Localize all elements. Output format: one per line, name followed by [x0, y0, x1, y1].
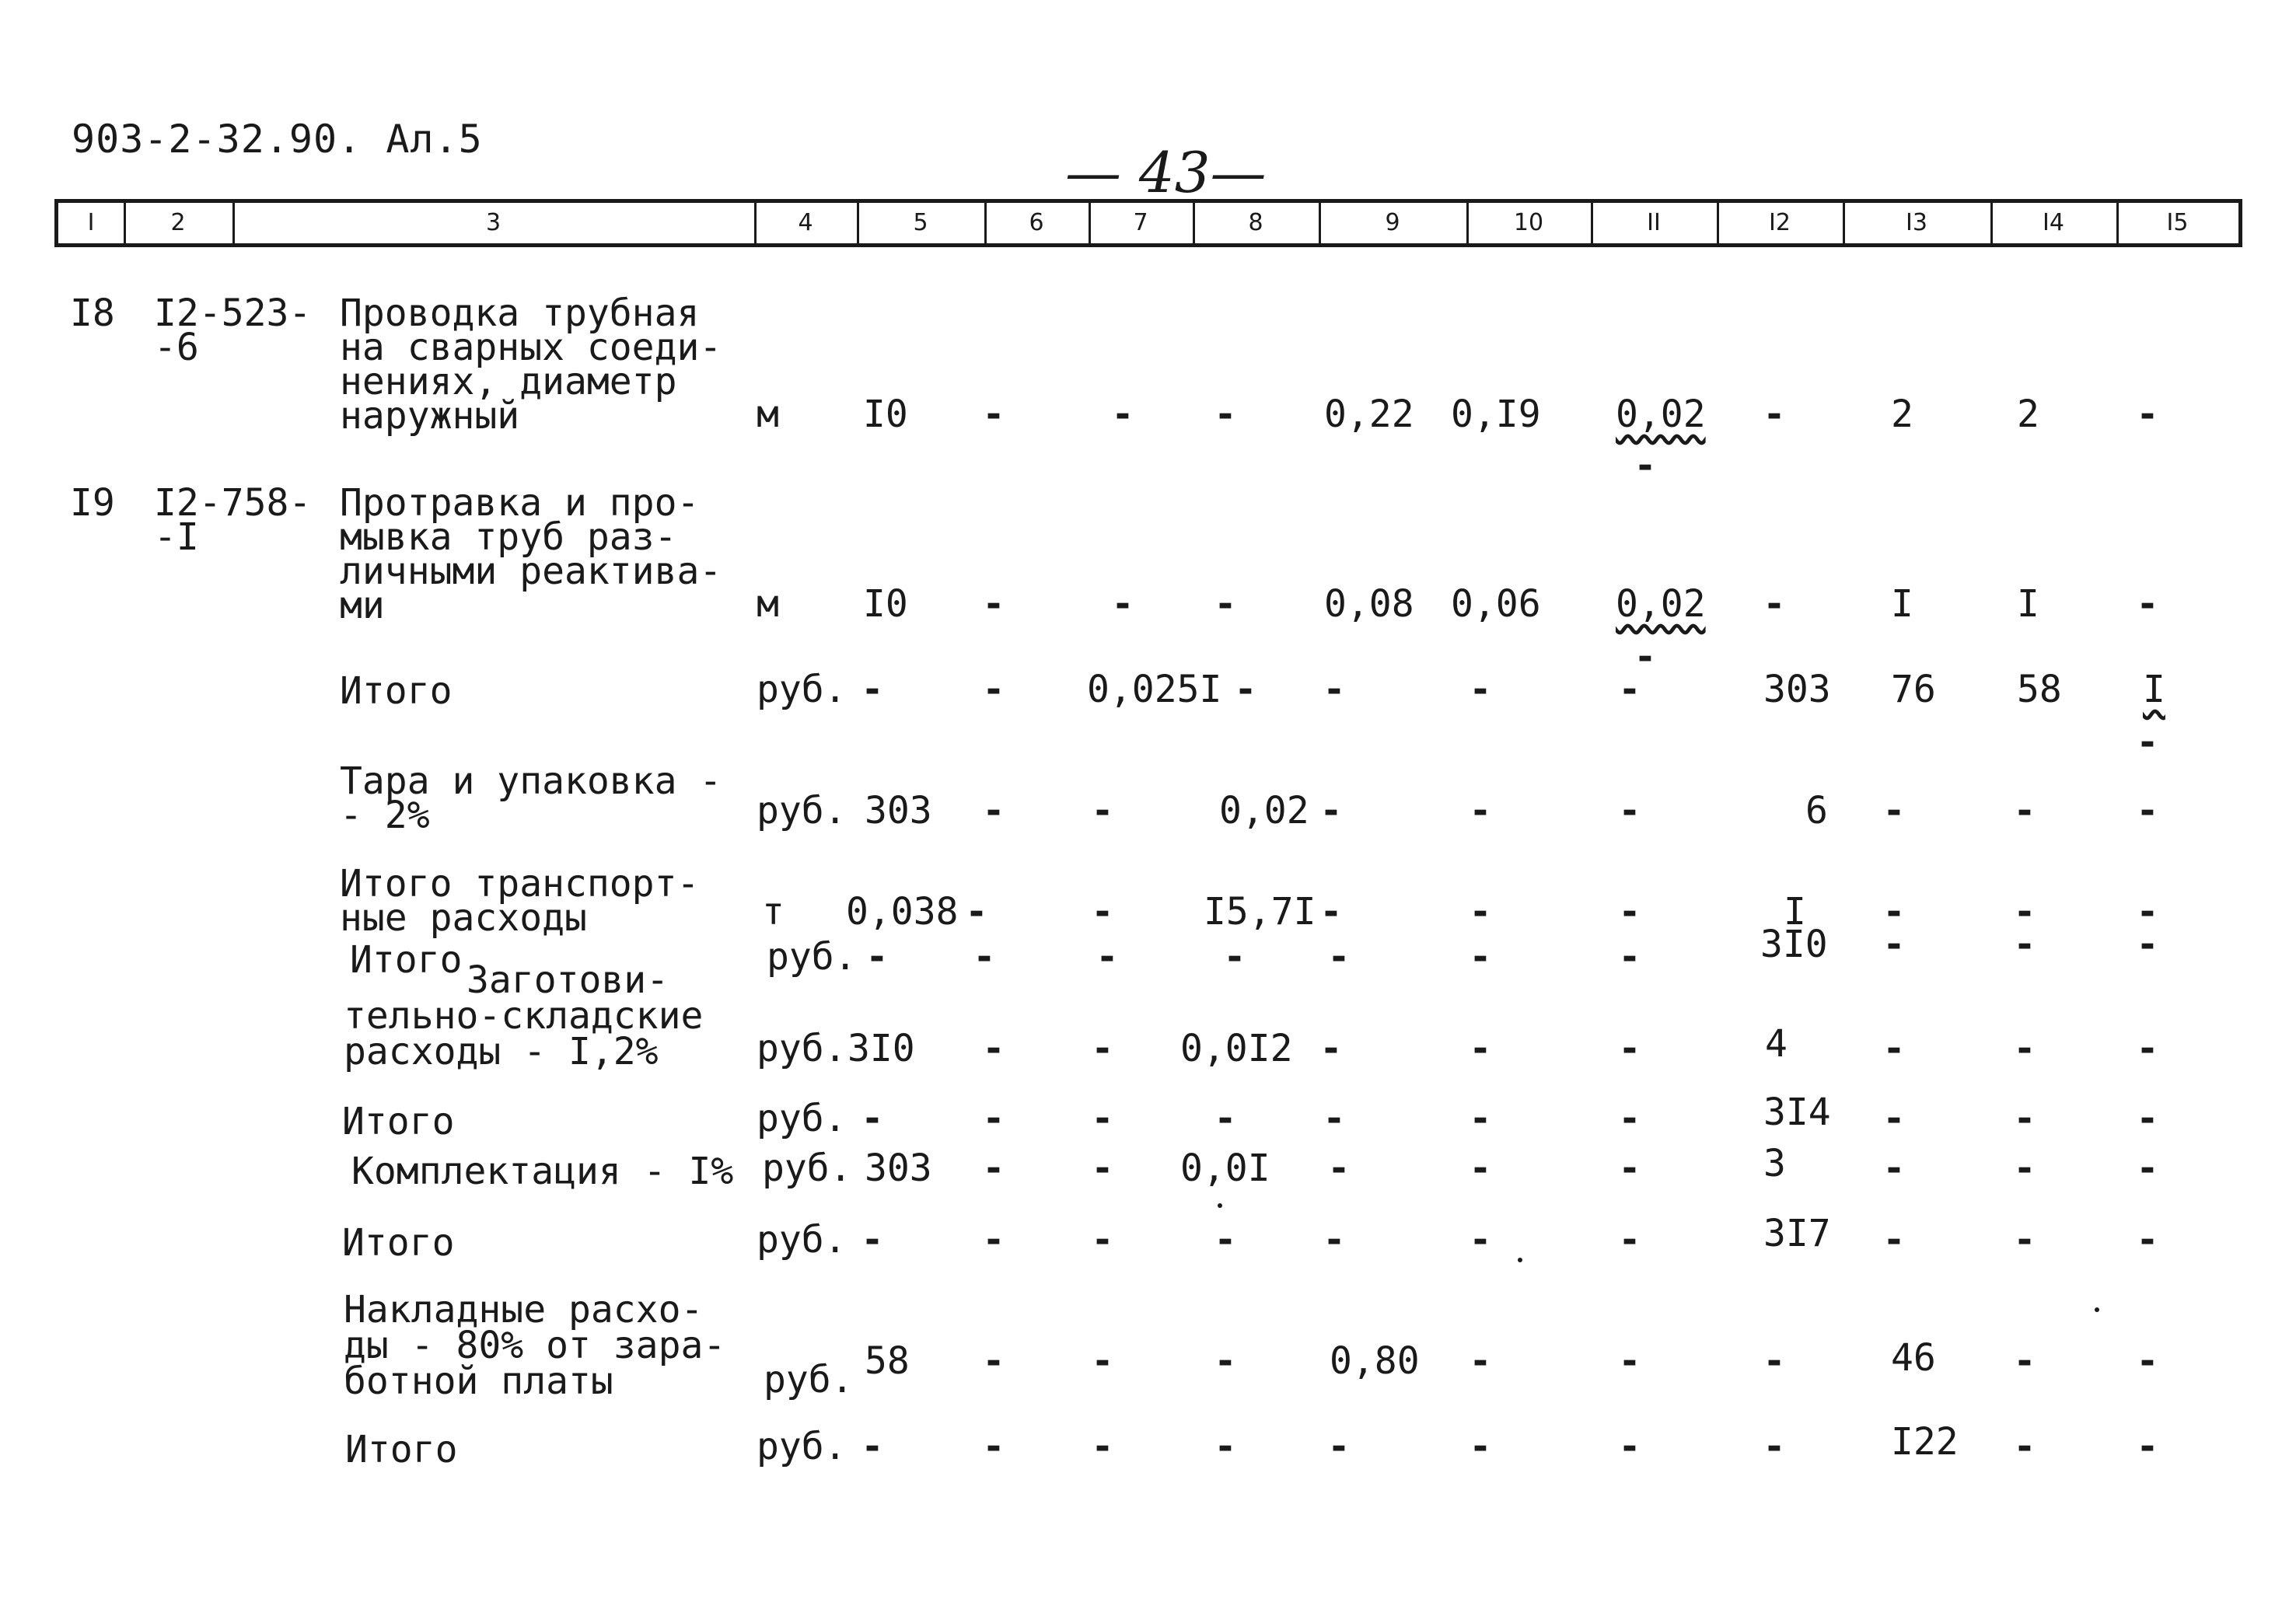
row-description-line: ные расходы: [340, 896, 587, 940]
col15-cell: -: [2140, 1339, 2155, 1383]
row-code: I2-758-: [154, 481, 312, 525]
col13-cell: -: [1886, 1097, 1902, 1140]
row-description-line: ботной платы: [344, 1359, 613, 1403]
col12-cell: 3I4: [1763, 1091, 1831, 1134]
col5-cell: -: [869, 935, 885, 979]
col15-cell: -: [2140, 1425, 2155, 1468]
unit-cell: руб.: [757, 668, 847, 711]
unit-cell: руб.: [757, 1425, 847, 1468]
col12-cell: -: [1767, 1339, 1782, 1383]
row-description-line: Протравка и про-: [340, 481, 700, 525]
col11-cell: -: [1622, 1339, 1637, 1383]
col15-cell: -: [2140, 890, 2155, 934]
col7-cell: -: [1095, 1218, 1110, 1262]
column-header-4: 4: [754, 203, 859, 243]
col5-cell: 303: [865, 789, 932, 832]
col9-cell: -: [1323, 1027, 1339, 1070]
col5-cell: 58: [865, 1339, 910, 1383]
row-description-line: Проводка трубная: [340, 291, 700, 335]
column-header-11: II: [1591, 203, 1719, 243]
col8-cell: 0,0I2: [1180, 1027, 1293, 1070]
col12-cell: 6: [1805, 789, 1828, 832]
col14-cell: -: [2017, 1147, 2032, 1190]
col5-cell: 0,038: [846, 890, 959, 934]
row-description-line: Итого: [345, 1428, 458, 1471]
unit-cell: руб.: [757, 1027, 847, 1070]
row-description-line: наружный: [340, 394, 520, 438]
col8-cell: -: [1218, 1425, 1233, 1468]
col8-cell: -: [1238, 668, 1253, 711]
col11-cell: -: [1622, 890, 1637, 934]
col11-cell: -: [1622, 1425, 1637, 1468]
col8-cell: -: [1227, 935, 1242, 979]
col12-cell: -: [1767, 582, 1782, 626]
col15-cell: -: [2140, 582, 2155, 626]
unit-cell: руб.: [767, 935, 857, 979]
col7-cell: -: [1095, 1027, 1110, 1070]
col9-cell: -: [1331, 935, 1347, 979]
col5-cell: -: [865, 1425, 880, 1468]
col7-cell: -: [1099, 935, 1115, 979]
col13-cell: -: [1886, 789, 1902, 832]
col7-cell: 0,025I: [1087, 668, 1222, 711]
col13-cell: -: [1886, 890, 1902, 934]
row-number: I8: [70, 291, 115, 335]
column-header-strip: [54, 199, 2242, 247]
col7-cell: -: [1095, 789, 1110, 832]
col5-cell: I0: [863, 582, 908, 626]
col11-cell: -: [1622, 1218, 1637, 1262]
col9-cell: 0,22: [1324, 393, 1414, 436]
col15-cell: -: [2140, 1027, 2155, 1070]
col9-cell: 0,08: [1324, 582, 1414, 626]
col12-cell: 3I7: [1763, 1212, 1831, 1255]
col8-cell: I5,7I: [1204, 890, 1316, 934]
unit-cell: руб.: [762, 1147, 852, 1190]
col7-cell: -: [1095, 1339, 1110, 1383]
col12-cell: 3: [1763, 1142, 1786, 1185]
column-header-2: 2: [124, 203, 235, 243]
col11-cell: -: [1622, 1097, 1637, 1140]
col14-cell: -: [2017, 1097, 2032, 1140]
col11-cell: 0,02: [1616, 393, 1706, 436]
col14-cell: 2: [2017, 393, 2039, 436]
col9-cell: -: [1326, 1218, 1342, 1262]
row-code-continued: -I: [154, 515, 199, 559]
col15-cell: -: [2140, 923, 2155, 966]
col10-cell: -: [1473, 789, 1488, 832]
col13-cell: -: [1886, 1027, 1902, 1070]
col6-cell: -: [986, 582, 1001, 626]
col11-cell: 0,02: [1616, 582, 1706, 626]
col13-cell: -: [1886, 1218, 1902, 1262]
row-description-line: ды - 80% от зара-: [344, 1324, 726, 1367]
col7-cell: -: [1115, 393, 1131, 436]
row-description-line: мывка труб раз-: [340, 515, 677, 559]
col9-cell: -: [1326, 1097, 1342, 1140]
col6-cell: -: [986, 393, 1001, 436]
col8-cell: -: [1218, 1097, 1233, 1140]
col10-cell: -: [1473, 1218, 1488, 1262]
col12-cell: 4: [1765, 1022, 1788, 1066]
col5-cell: -: [865, 1218, 880, 1262]
col6-cell: -: [977, 935, 992, 979]
row-description-line: нениях, диаметр: [340, 360, 677, 403]
col7-cell: -: [1095, 1425, 1110, 1468]
col10-cell: -: [1473, 1425, 1488, 1468]
row-description-line: расходы - I,2%: [344, 1030, 659, 1073]
col11-cell: -: [1622, 789, 1637, 832]
row-description-line: Итого: [350, 938, 463, 982]
col8-cell: 0,02: [1219, 789, 1309, 832]
col13-cell: 76: [1891, 668, 1936, 711]
row-description-line: - 2%: [340, 794, 430, 837]
row-description-line: ми: [340, 584, 385, 627]
col6-cell: -: [986, 668, 1001, 711]
col9-cell: -: [1323, 890, 1339, 934]
col6-cell: -: [986, 1425, 1001, 1468]
unit-cell: руб.: [757, 789, 847, 832]
row-description-line: Итого транспорт-: [340, 862, 700, 906]
col10-cell: -: [1473, 1339, 1488, 1383]
col6-cell: -: [986, 1339, 1001, 1383]
col8-cell: -: [1218, 1218, 1233, 1262]
col11-mark: -: [1637, 444, 1653, 487]
col5-cell: 303: [865, 1147, 932, 1190]
col7-cell: -: [1115, 582, 1131, 626]
col8-cell: -: [1218, 1339, 1233, 1383]
column-header-7: 7: [1089, 203, 1195, 243]
row-description-line: Итого: [340, 669, 453, 713]
column-header-10: 10: [1466, 203, 1593, 243]
col8-cell: 0,0I: [1180, 1147, 1270, 1190]
column-header-3: 3: [232, 203, 757, 243]
col11-cell: -: [1622, 668, 1637, 711]
col15-cell: -: [2140, 1097, 2155, 1140]
col15-cell: -: [2140, 1147, 2155, 1190]
row-description-line: Итого: [342, 1100, 455, 1143]
col13-cell: -: [1886, 1147, 1902, 1190]
col10-cell: -: [1473, 890, 1488, 934]
col10-cell: -: [1473, 1097, 1488, 1140]
col5-cell: I0: [863, 393, 908, 436]
col6-cell: -: [986, 1027, 1001, 1070]
col12-cell: 303: [1763, 668, 1831, 711]
row-description-line: Заготови-: [467, 958, 669, 1002]
column-header-13: I3: [1843, 203, 1993, 243]
col15-mark: -: [2140, 721, 2155, 764]
unit-cell: руб.: [757, 1097, 847, 1140]
col6-cell: -: [986, 1147, 1001, 1190]
col13-cell: I: [1891, 582, 1913, 626]
col7-cell: -: [1095, 890, 1110, 934]
col10-cell: -: [1473, 1027, 1488, 1070]
row-description-line: тельно-складские: [344, 994, 704, 1038]
column-header-14: I4: [1990, 203, 2119, 243]
col5-cell: -: [865, 668, 880, 711]
col13-cell: 46: [1891, 1336, 1936, 1380]
column-header-1: I: [58, 203, 126, 243]
row-code: I2-523-: [154, 291, 312, 335]
col10-cell: -: [1473, 668, 1488, 711]
row-code-continued: -6: [154, 326, 199, 369]
col12-cell: I: [1784, 890, 1806, 934]
col12-cell: -: [1767, 393, 1782, 436]
column-header-12: I2: [1717, 203, 1845, 243]
column-header-5: 5: [857, 203, 987, 243]
col10-cell: 0,06: [1451, 582, 1541, 626]
col10-cell: -: [1473, 1147, 1488, 1190]
col9-cell: -: [1331, 1147, 1347, 1190]
unit-cell: руб.: [757, 1218, 847, 1262]
unit-cell: т: [762, 890, 785, 934]
col7-cell: -: [1095, 1097, 1110, 1140]
col12-cell: -: [1767, 1425, 1782, 1468]
col13-cell: -: [1886, 923, 1902, 966]
col15-cell: -: [2140, 393, 2155, 436]
col10-cell: -: [1473, 935, 1488, 979]
col14-cell: -: [2017, 923, 2032, 966]
scan-speck: [1518, 1258, 1522, 1262]
scan-speck: [1218, 1203, 1222, 1208]
row-description-line: Тара и упаковка -: [340, 759, 722, 803]
col11-cell: -: [1622, 935, 1637, 979]
col9-cell: -: [1326, 668, 1342, 711]
col11-mark: -: [1637, 635, 1653, 679]
row-description-line: Накладные расхо-: [344, 1288, 704, 1332]
row-number: I9: [70, 481, 115, 525]
col7-cell: -: [1095, 1147, 1110, 1190]
col13-cell: I22: [1891, 1420, 1959, 1464]
page-number: — 43—: [1065, 140, 1267, 205]
col8-cell: -: [1218, 582, 1233, 626]
row-description-line: Комплектация - I%: [351, 1150, 734, 1193]
col14-cell: -: [2017, 1425, 2032, 1468]
column-header-9: 9: [1319, 203, 1469, 243]
col6-cell: -: [986, 789, 1001, 832]
col15-cell: -: [2140, 1218, 2155, 1262]
row-description-line: на сварных соеди-: [340, 326, 722, 369]
scan-speck: [2095, 1307, 2099, 1312]
col9-cell: -: [1331, 1425, 1347, 1468]
col11-cell: -: [1622, 1147, 1637, 1190]
col14-cell: -: [2017, 1218, 2032, 1262]
row-description-line: личными реактива-: [340, 550, 722, 593]
col15-cell: -: [2140, 789, 2155, 832]
document-id: 903-2-32.90. Ал.5: [72, 117, 483, 162]
col10-cell: 0,I9: [1451, 393, 1541, 436]
col13-cell: 2: [1891, 393, 1913, 436]
col14-cell: -: [2017, 890, 2032, 934]
col8-cell: -: [1218, 393, 1233, 436]
col15-cell: I: [2143, 668, 2165, 711]
col5-cell: 3I0: [847, 1027, 915, 1070]
col14-cell: -: [2017, 789, 2032, 832]
col14-cell: -: [2017, 1339, 2032, 1383]
col9-cell: -: [1323, 789, 1339, 832]
col6-cell: -: [986, 1218, 1001, 1262]
unit-cell: м: [757, 393, 779, 436]
unit-cell: м: [757, 582, 779, 626]
col6-cell: -: [969, 890, 984, 934]
col14-cell: 58: [2017, 668, 2062, 711]
column-header-6: 6: [984, 203, 1091, 243]
col9-cell: 0,80: [1330, 1339, 1420, 1383]
col14-cell: -: [2017, 1027, 2032, 1070]
col12-cell: 3I0: [1760, 923, 1828, 966]
column-header-8: 8: [1193, 203, 1321, 243]
col5-cell: -: [865, 1097, 880, 1140]
column-header-15: I5: [2166, 209, 2189, 236]
col14-cell: I: [2017, 582, 2039, 626]
unit-cell: руб.: [764, 1358, 854, 1401]
col6-cell: -: [986, 1097, 1001, 1140]
col11-cell: -: [1622, 1027, 1637, 1070]
row-description-line: Итого: [342, 1221, 455, 1265]
